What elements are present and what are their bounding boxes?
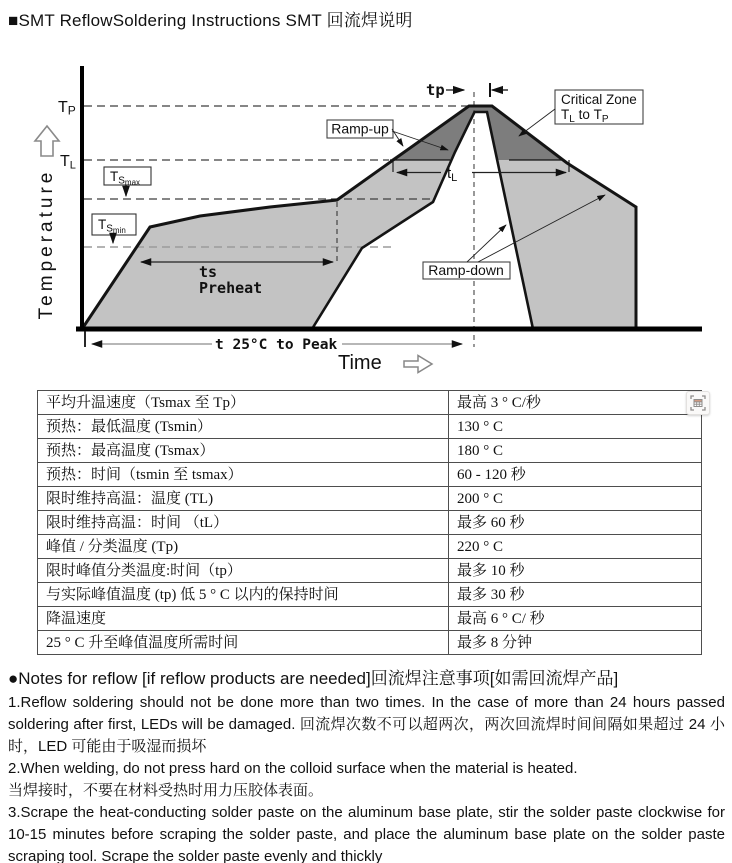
spec-value: 180 ° C — [449, 439, 702, 463]
table-grid-icon — [690, 395, 706, 411]
note-item-3: 3.Scrape the heat-conducting solder paste on the aluminum base plate, stir the solder paste clockwise for 10-15 minutes before scraping the solder paste, and place the aluminum base plate on the solder paste scraping tool. Scrape the solder paste evenly and thickly — [8, 804, 725, 863]
spec-value: 最多 10 秒 — [449, 559, 702, 583]
table-row — [38, 415, 702, 439]
spec-value: 200 ° C — [449, 487, 702, 511]
spec-param: 预热：最高温度 (Tsmax） — [38, 439, 449, 463]
temperature-up-arrow-icon — [35, 126, 59, 156]
ts-label: ts — [199, 263, 218, 281]
notes-heading: ●Notes for reflow [if reflow products are needed]回流焊注意事项[如需回流焊产品] — [8, 669, 619, 688]
spec-param: 峰值 / 分类温度 (Tp) — [38, 535, 449, 559]
spec-value: 220 ° C — [449, 535, 702, 559]
spec-param: 限时维持高温：温度 (TL) — [38, 487, 449, 511]
table-row — [38, 487, 702, 511]
spec-param: 预热：最低温度 (Tsmin） — [38, 415, 449, 439]
spec-value: 60 - 120 秒 — [449, 463, 702, 487]
note-item-2-zh: 当焊接时，不要在材料受热时用力压胶体表面。 — [8, 782, 324, 799]
spec-value: 最多 60 秒 — [449, 511, 702, 535]
temperature-axis-label: Temperature — [36, 168, 57, 320]
ramp-down-label: Ramp-down — [428, 262, 504, 278]
tsmax-label: TSmax — [110, 169, 141, 187]
preheat-label: Preheat — [199, 279, 263, 297]
reflow-spec-table — [37, 390, 702, 655]
table-capture-icon[interactable] — [686, 391, 710, 415]
spec-param: 降温速度 — [38, 607, 449, 631]
critical-zone-label-1: Critical Zone — [561, 92, 637, 107]
tp-meas-label: tp — [426, 81, 445, 99]
notes-section — [8, 664, 725, 863]
t25-label: t 25°C to Peak — [215, 337, 338, 353]
spec-value: 最高 3 ° C/秒 — [449, 391, 702, 415]
tsmin-label: TSmin — [98, 217, 126, 235]
note-item-2: 2.When welding, do not press hard on the colloid surface when the material is heated. — [8, 760, 578, 777]
spec-value: 最多 30 秒 — [449, 583, 702, 607]
table-row — [38, 511, 702, 535]
time-right-arrow-icon — [404, 356, 432, 373]
spec-value: 最高 6 ° C/ 秒 — [449, 607, 702, 631]
spec-param: 25 ° C 升至峰值温度所需时间 — [38, 631, 449, 655]
critical-zone-leader — [519, 109, 555, 136]
spec-value: 最多 8 分钟 — [449, 631, 702, 655]
page-title: ■SMT ReflowSoldering Instructions SMT 回流焊说明 — [8, 11, 413, 30]
tl-meas-label: $t_L$ — [447, 165, 458, 184]
spec-value: 130 ° C — [449, 415, 702, 439]
table-row — [38, 583, 702, 607]
ramp-up-label: Ramp-up — [331, 120, 389, 137]
spec-param: 限时峰值分类温度:时间（tp） — [38, 559, 449, 583]
spec-param: 预热：时间（tsmin 至 tsmax） — [38, 463, 449, 487]
table-row — [38, 439, 702, 463]
time-axis-label: Time — [338, 352, 382, 374]
table-row — [38, 535, 702, 559]
tl-axis-label: TL — [60, 153, 76, 172]
table-row — [38, 607, 702, 631]
spec-param: 平均升温速度（Tsmax 至 Tp） — [38, 391, 449, 415]
spec-param: 与实际峰值温度 (tp) 低 5 ° C 以内的保持时间 — [38, 583, 449, 607]
spec-param: 限时维持高温：时间 （tL） — [38, 511, 449, 535]
note-item-1: 1.Reflow soldering should not be done more than two times. In the case of more than 24 hours passed soldering after first, LEDs will be damaged. 回流焊次数不可以超两次，两次回流焊时间间隔如果超过 24 小时，LED 可能由于吸湿而损坏 — [8, 694, 725, 755]
table-row — [38, 559, 702, 583]
tp-axis-label: TP — [58, 99, 76, 118]
table-row — [38, 463, 702, 487]
reflow-profile-diagram — [0, 58, 732, 380]
table-row — [38, 391, 702, 415]
critical-zone-label-2: $T_L$ to $T_P$ — [561, 107, 609, 125]
table-row — [38, 631, 702, 655]
